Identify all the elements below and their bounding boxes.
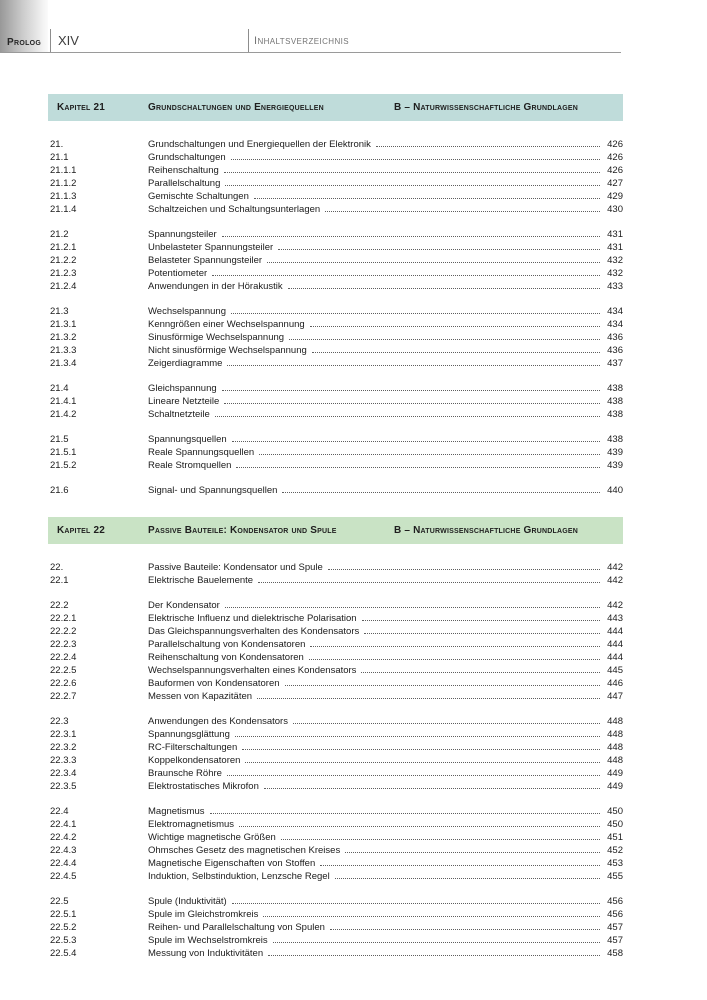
toc-entry-number: 21.2.3 [50,268,77,279]
toc-group [48,382,623,421]
toc-entry [48,190,623,203]
dotted-leader [288,287,600,289]
dotted-leader [310,325,600,327]
toc-entry [48,599,623,612]
dotted-leader [224,402,600,404]
toc-entry-title: Induktion, Selbstinduktion, Lenzsche Regel [148,871,330,882]
toc-entry [48,934,623,947]
dotted-leader [345,851,600,853]
toc-entry-number: 22.4.5 [50,871,77,882]
toc-entry [48,177,623,190]
toc-group [48,561,623,587]
toc-entry-page: 449 [607,768,623,779]
toc-entry [48,870,623,883]
toc-entry [48,767,623,780]
toc-entry-page: 450 [607,806,623,817]
chapter-label: Kapitel 22 [57,525,106,536]
toc-entry [48,754,623,767]
toc-entry [48,857,623,870]
toc-entry-number: 22.5.1 [50,909,77,920]
dotted-leader [222,389,600,391]
dotted-leader [278,248,600,250]
dotted-leader [263,915,600,917]
dotted-leader [376,145,600,147]
toc-entry-title: Gemischte Schaltungen [148,191,249,202]
toc-entry [48,241,623,254]
toc-entry-number: 22.2.4 [50,652,77,663]
toc-entry-title: Magnetismus [148,806,205,817]
toc-entry-number: 21.6 [50,485,69,496]
dotted-leader [328,568,600,570]
dotted-leader [364,632,600,634]
toc-entry-title: Parallelschaltung von Kondensatoren [148,639,306,650]
toc-entry [48,947,623,960]
toc-entry-page: 430 [607,204,623,215]
toc-entry [48,459,623,472]
header-rule [0,52,621,53]
dotted-leader [267,261,600,263]
dotted-leader [362,619,600,621]
toc-entry-title: Messung von Induktivitäten [148,948,264,959]
toc-entry [48,574,623,587]
toc-entry-page: 442 [607,600,623,611]
toc-entry [48,344,623,357]
toc-entry-page: 434 [607,306,623,317]
toc-entry-title: Das Gleichspannungsverhalten des Kondensators [148,626,360,637]
toc-entry-page: 429 [607,191,623,202]
toc-entry-number: 22.2.5 [50,665,77,676]
toc-entry-number: 21.4.2 [50,409,77,420]
header-divider [248,29,249,52]
toc-entry [48,138,623,151]
toc-entry-title: Braunsche Röhre [148,768,222,779]
dotted-leader [231,312,600,314]
toc-entry [48,446,623,459]
dotted-leader [227,774,600,776]
toc-entry-number: 21.5 [50,434,69,445]
toc-entry-page: 446 [607,678,623,689]
toc-entry-page: 444 [607,639,623,650]
toc-entry-title: Spannungsquellen [148,434,227,445]
toc-entry [48,780,623,793]
toc-entry-number: 22.3.2 [50,742,77,753]
toc-entry [48,561,623,574]
toc-entry-number: 21.1 [50,152,69,163]
toc-entry-number: 21.2.2 [50,255,77,266]
toc-entry-title: Parallelschaltung [148,178,221,189]
toc-entry [48,741,623,754]
toc-entry [48,690,623,703]
toc-entry-page: 447 [607,691,623,702]
toc-entry-number: 21.4.1 [50,396,77,407]
toc-entry [48,228,623,241]
toc-entry-number: 21. [50,139,64,150]
dotted-leader [257,697,600,699]
toc-entry-number: 22.5.3 [50,935,77,946]
chapter-section [48,517,623,960]
toc-entry-page: 448 [607,755,623,766]
toc-entry-page: 453 [607,858,623,869]
toc-entry-title: Nicht sinusförmige Wechselspannung [148,345,307,356]
toc-entry-title: Lineare Netzteile [148,396,220,407]
toc-entry-number: 21.2.1 [50,242,77,253]
toc-entry [48,254,623,267]
toc-content [48,94,623,972]
toc-entry [48,612,623,625]
prolog-tab [0,0,48,52]
toc-group [48,138,623,216]
toc-entry-number: 21.2.4 [50,281,77,292]
toc-entry-title: Reihenschaltung von Kondensatoren [148,652,304,663]
toc-group [48,599,623,703]
toc-entry [48,151,623,164]
toc-entry-page: 439 [607,447,623,458]
toc-entry-title: Magnetische Eigenschaften von Stoffen [148,858,316,869]
toc-entry-number: 22.5.4 [50,948,77,959]
toc-entry [48,818,623,831]
toc-entry-title: Reale Spannungsquellen [148,447,255,458]
chapter-title: Passive Bauteile: Kondensator und Spule [148,525,337,536]
toc-entry-page: 442 [607,562,623,573]
toc-entry-title: Schaltzeichen und Schaltungsunterlagen [148,204,321,215]
toc-entry-number: 21.3.1 [50,319,77,330]
toc-entry-number: 21.3.2 [50,332,77,343]
dotted-leader [254,197,600,199]
toc-entry [48,638,623,651]
toc-entry-page: 438 [607,396,623,407]
dotted-leader [239,825,600,827]
toc-entry [48,395,623,408]
toc-entry-title: Potentiometer [148,268,208,279]
toc-entry [48,677,623,690]
toc-entry-title: Elektrische Bauelemente [148,575,254,586]
toc-entry-page: 434 [607,319,623,330]
toc-entry-title: Der Kondensator [148,600,220,611]
toc-entry-number: 22.2.3 [50,639,77,650]
toc-entry [48,280,623,293]
dotted-leader [285,684,600,686]
toc-entry [48,728,623,741]
toc-entry-title: Wichtige magnetische Größen [148,832,276,843]
toc-entry-page: 438 [607,383,623,394]
toc-entry [48,844,623,857]
page-number: XIV [58,33,79,48]
toc-entry [48,664,623,677]
toc-group [48,305,623,370]
toc-entry-title: Signal- und Spannungsquellen [148,485,278,496]
chapter-category: B – Naturwissenschaftliche Grundlagen [394,525,579,536]
toc-entry [48,715,623,728]
toc-entry-title: Wechselspannung [148,306,226,317]
toc-entry [48,357,623,370]
toc-entry-title: Anwendungen des Kondensators [148,716,288,727]
toc-entry [48,831,623,844]
toc-entry [48,318,623,331]
dotted-leader [281,838,600,840]
toc-entry-page: 457 [607,922,623,933]
dotted-leader [222,235,600,237]
chapter-title: Grundschaltungen und Energiequellen [148,102,324,113]
toc-entry [48,805,623,818]
toc-entry-number: 22.3.1 [50,729,77,740]
toc-entry-number: 21.5.2 [50,460,77,471]
toc-entry-number: 22.4.2 [50,832,77,843]
header-divider [50,29,51,52]
toc-entry-page: 451 [607,832,623,843]
toc-group [48,715,623,793]
toc-entry-page: 456 [607,896,623,907]
dotted-leader [273,941,600,943]
toc-entry-number: 22.3.4 [50,768,77,779]
dotted-leader [232,902,600,904]
toc-group [48,433,623,472]
toc-entry [48,895,623,908]
toc-entry-page: 431 [607,229,623,240]
toc-group [48,228,623,293]
chapter-header-bar [48,94,623,121]
toc-entry-page: 432 [607,268,623,279]
toc-entry-page: 438 [607,434,623,445]
chapter-label: Kapitel 21 [57,102,106,113]
dotted-leader [215,415,600,417]
toc-entry-page: 444 [607,652,623,663]
toc-entry-title: Reale Stromquellen [148,460,232,471]
toc-entry-title: Wechselspannungsverhalten eines Kondensators [148,665,357,676]
toc-entry-page: 432 [607,255,623,266]
toc-entry-number: 22.1 [50,575,69,586]
toc-entry-number: 22.2 [50,600,69,611]
toc-entry-page: 431 [607,242,623,253]
dotted-leader [225,606,600,608]
toc-entry [48,267,623,280]
toc-entry [48,408,623,421]
toc-entry-title: Elektrostatisches Mikrofon [148,781,259,792]
toc-entry-title: Grundschaltungen [148,152,226,163]
toc-entry-page: 433 [607,281,623,292]
toc-entry [48,625,623,638]
dotted-leader [361,671,600,673]
toc-entry-title: Gleichspannung [148,383,217,394]
dotted-leader [312,351,600,353]
dotted-leader [232,440,600,442]
prolog-label: Prolog [7,37,42,48]
dotted-leader [227,364,600,366]
toc-entry [48,331,623,344]
toc-entry-number: 22.3.3 [50,755,77,766]
chapter-section [48,94,623,497]
chapter-category: B – Naturwissenschaftliche Grundlagen [394,102,579,113]
toc-entry [48,382,623,395]
toc-entry-number: 21.5.1 [50,447,77,458]
toc-entry-number: 21.3 [50,306,69,317]
toc-entry-page: 426 [607,139,623,150]
toc-entry-number: 22.3 [50,716,69,727]
toc-entry-page: 444 [607,626,623,637]
dotted-leader [259,453,600,455]
toc-entry-title: Spule im Wechselstromkreis [148,935,268,946]
dotted-leader [225,184,600,186]
toc-entry-page: 442 [607,575,623,586]
toc-entry-number: 22.4.3 [50,845,77,856]
toc-entry-number: 22.4.1 [50,819,77,830]
toc-entry [48,921,623,934]
toc-entry-page: 436 [607,332,623,343]
toc-entry-number: 22.2.7 [50,691,77,702]
toc-entry [48,433,623,446]
toc-entry-title: Elektrische Influenz und dielektrische Polarisation [148,613,357,624]
toc-entry-page: 455 [607,871,623,882]
dotted-leader [245,761,600,763]
toc-entry [48,484,623,497]
toc-entry-page: 443 [607,613,623,624]
toc-entry-title: Unbelasteter Spannungsteiler [148,242,274,253]
toc-entry-number: 22.4 [50,806,69,817]
dotted-leader [320,864,600,866]
toc-entry-number: 21.3.3 [50,345,77,356]
toc-entry-number: 21.1.1 [50,165,77,176]
toc-entry-title: Ohmsches Gesetz des magnetischen Kreises [148,845,341,856]
toc-entry [48,908,623,921]
toc-entry-page: 437 [607,358,623,369]
toc-entry-page: 427 [607,178,623,189]
toc-entry-number: 22.5.2 [50,922,77,933]
toc-entry-number: 22.2.2 [50,626,77,637]
toc-group [48,484,623,497]
dotted-leader [335,877,600,879]
toc-entry-page: 452 [607,845,623,856]
toc-entry-number: 21.2 [50,229,69,240]
toc-entry-page: 456 [607,909,623,920]
toc-entry-page: 457 [607,935,623,946]
chapter-header-bar [48,517,623,544]
toc-entry-title: Spannungsteiler [148,229,217,240]
toc-entry-number: 22.3.5 [50,781,77,792]
toc-entry-page: 458 [607,948,623,959]
toc-group [48,895,623,960]
toc-entry-number: 21.1.4 [50,204,77,215]
dotted-leader [264,787,600,789]
toc-entry-page: 439 [607,460,623,471]
toc-entry-title: Spannungsglättung [148,729,230,740]
toc-entry-page: 426 [607,152,623,163]
toc-entry-title: Elektromagnetismus [148,819,235,830]
dotted-leader [330,928,600,930]
dotted-leader [310,645,600,647]
toc-entry-number: 21.1.2 [50,178,77,189]
dotted-leader [289,338,600,340]
toc-entry-title: Spule im Gleichstromkreis [148,909,259,920]
toc-entry-number: 22.5 [50,896,69,907]
dotted-leader [293,722,600,724]
dotted-leader [242,748,600,750]
dotted-leader [268,954,600,956]
toc-entry-page: 440 [607,485,623,496]
header-section-title: Inhaltsverzeichnis [254,35,350,47]
toc-entry-title: Spule (Induktivität) [148,896,227,907]
dotted-leader [309,658,600,660]
dotted-leader [212,274,600,276]
toc-entry-title: Koppelkondensatoren [148,755,241,766]
dotted-leader [231,158,600,160]
dotted-leader [210,812,601,814]
toc-entry-page: 438 [607,409,623,420]
toc-entry-number: 22. [50,562,64,573]
toc-entry-title: Messen von Kapazitäten [148,691,253,702]
toc-entry-title: Passive Bauteile: Kondensator und Spule [148,562,323,573]
dotted-leader [325,210,600,212]
toc-entry-page: 450 [607,819,623,830]
toc-entry [48,651,623,664]
toc-entry-number: 21.3.4 [50,358,77,369]
toc-group [48,805,623,883]
toc-entry-title: Grundschaltungen und Energiequellen der Elektronik [148,139,371,150]
toc-entry [48,305,623,318]
toc-entry-title: Schaltnetzteile [148,409,210,420]
toc-entry-page: 449 [607,781,623,792]
dotted-leader [235,735,600,737]
dotted-leader [224,171,600,173]
toc-entry-page: 426 [607,165,623,176]
toc-entry-title: Bauformen von Kondensatoren [148,678,280,689]
toc-entry-page: 448 [607,729,623,740]
toc-entry-page: 445 [607,665,623,676]
toc-entry-title: RC-Filterschaltungen [148,742,238,753]
toc-entry-title: Reihen- und Parallelschaltung von Spulen [148,922,325,933]
toc-entry-title: Kenngrößen einer Wechselspannung [148,319,305,330]
toc-entry-number: 22.2.6 [50,678,77,689]
dotted-leader [258,581,600,583]
toc-entry-title: Zeigerdiagramme [148,358,223,369]
toc-entry-title: Belasteter Spannungsteiler [148,255,263,266]
toc-entry-number: 21.4 [50,383,69,394]
toc-entry-title: Reihenschaltung [148,165,219,176]
dotted-leader [236,466,600,468]
toc-entry [48,203,623,216]
toc-entry-title: Sinusförmige Wechselspannung [148,332,285,343]
toc-entry-page: 436 [607,345,623,356]
dotted-leader [282,491,600,493]
toc-entry-number: 21.1.3 [50,191,77,202]
toc-entry [48,164,623,177]
toc-entry-page: 448 [607,716,623,727]
toc-entry-page: 448 [607,742,623,753]
toc-entry-number: 22.4.4 [50,858,77,869]
toc-entry-title: Anwendungen in der Hörakustik [148,281,283,292]
toc-entry-number: 22.2.1 [50,613,77,624]
